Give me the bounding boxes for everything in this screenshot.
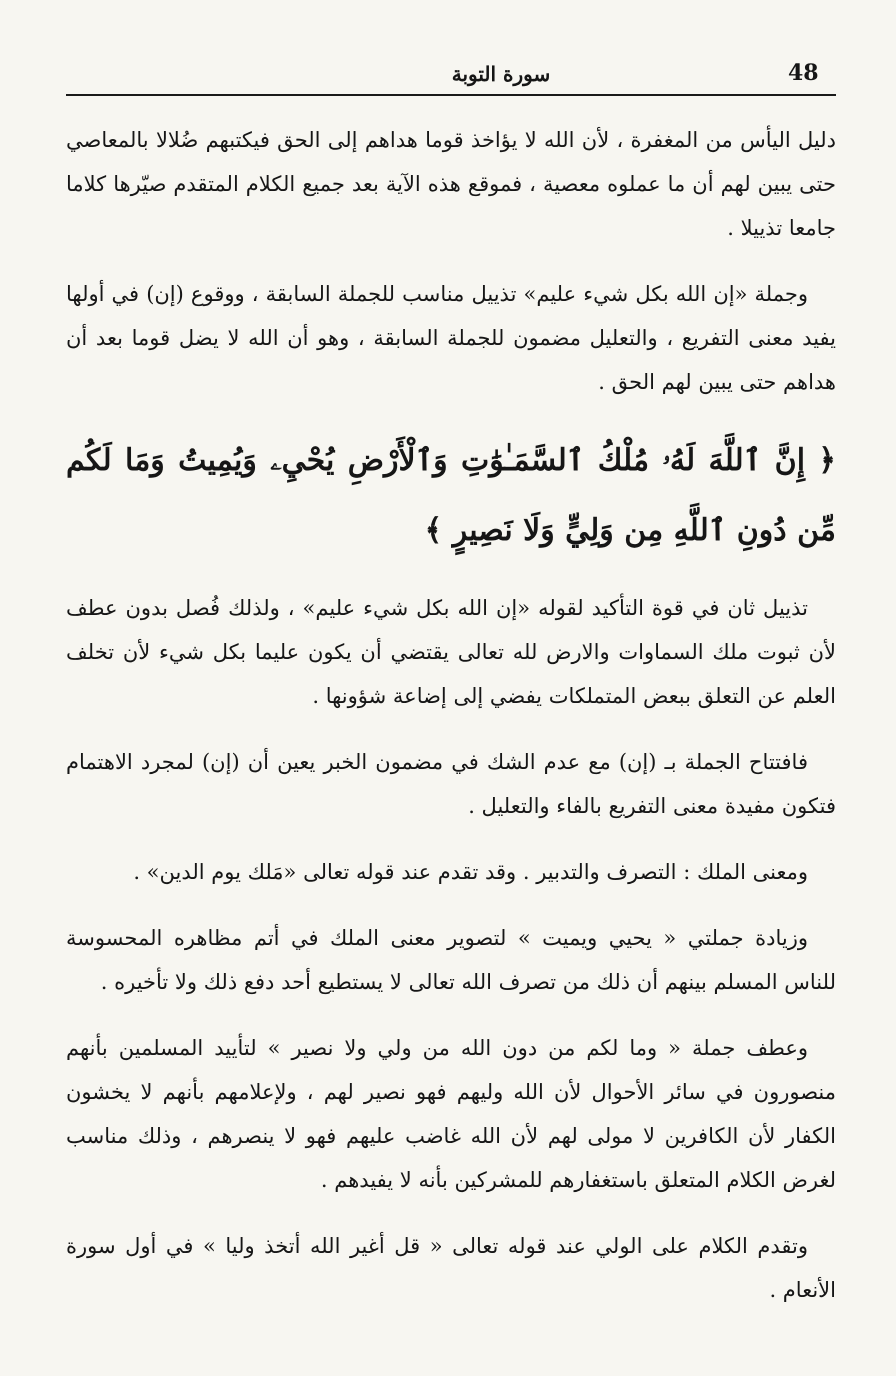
paragraph-2: وجملة «إن الله بكل شيء عليم» تذييل مناسب للجملة السابقة ، ووقوع (إن) في أولها يفيد معنى التفريع ، والتعليل مضمون للجملة السابقة ، وهو أن الله لا يضل قوما بعد أن هداهم حتى يبين لهم الحق . — [66, 282, 836, 394]
paragraph-3: تذييل ثان في قوة التأكيد لقوله «إن الله بكل شيء عليم» ، ولذلك فُصل بدون عطف لأن ثبوت ملك السماوات والارض لله تعالى يقتضي أن يكون عليما بكل شيء لأن تخلف العلم عن التعلق ببعض المتملكات يفضي إلى إضاعة شؤونها . — [66, 596, 836, 708]
page-number: 48 — [788, 60, 819, 86]
running-title: سورة التوبة — [451, 62, 551, 86]
paragraph-4: فافتتاح الجملة بـ (إن) مع عدم الشك في مضمون الخبر يعين أن (إن) لمجرد الاهتمام فتكون مفيدة معنى التفريع بالفاء والتعليل . — [66, 750, 836, 818]
page-body — [66, 118, 836, 1334]
paragraph-5: ومعنى الملك : التصرف والتدبير . وقد تقدم عند قوله تعالى «مَلك يوم الدين» . — [133, 860, 808, 884]
paragraph-6: وزيادة جملتي « يحيي ويميت » لتصوير معنى الملك في أتم مظاهره المحسوسة للناس المسلم بينهم أن ذلك من تصرف الله تعالى لا يستطيع أحد دفع ذلك ولا تأخيره . — [66, 926, 836, 994]
paragraph-8: وتقدم الكلام على الولي عند قوله تعالى « قل أغير الله أتخذ وليا » في أول سورة الأنعام . — [66, 1234, 836, 1302]
quran-verse: ﴿ إِنَّ ٱللَّهَ لَهُۥ مُلْكُ ٱلسَّمَـٰوَٰتِ وَٱلْأَرْضِ يُحْيِۦ وَيُمِيتُ وَمَا لَكُم مِّن دُونِ ٱللَّهِ مِن وَلِيٍّ وَلَا نَصِيرٍ ﴾ — [66, 443, 836, 548]
paragraph-1: دليل اليأس من المغفرة ، لأن الله لا يؤاخذ قوما هداهم إلى الحق فيكتبهم ضُلالا بالمعاصي حتى يبين لهم أن ما عملوه معصية ، فموقع هذه الآية بعد جميع الكلام المتقدم صيّرها كلاما جامعا تذييلا . — [66, 128, 836, 240]
page-header — [66, 58, 836, 98]
header-rule — [66, 94, 836, 96]
paragraph-7: وعطف جملة « وما لكم من دون الله من ولي ولا نصير » لتأييد المسلمين بأنهم منصورون في سائر الأحوال لأن الله وليهم فهو نصير لهم ، ولإعلامهم بأنهم لا يخشون الكفار لأن الكافرين لا مولى لهم لأن الله غاضب عليهم فهو لا ينصرهم ، وذلك مناسب لغرض الكلام المتعلق باستغفارهم للمشركين بأنه لا يفيدهم . — [66, 1036, 836, 1192]
